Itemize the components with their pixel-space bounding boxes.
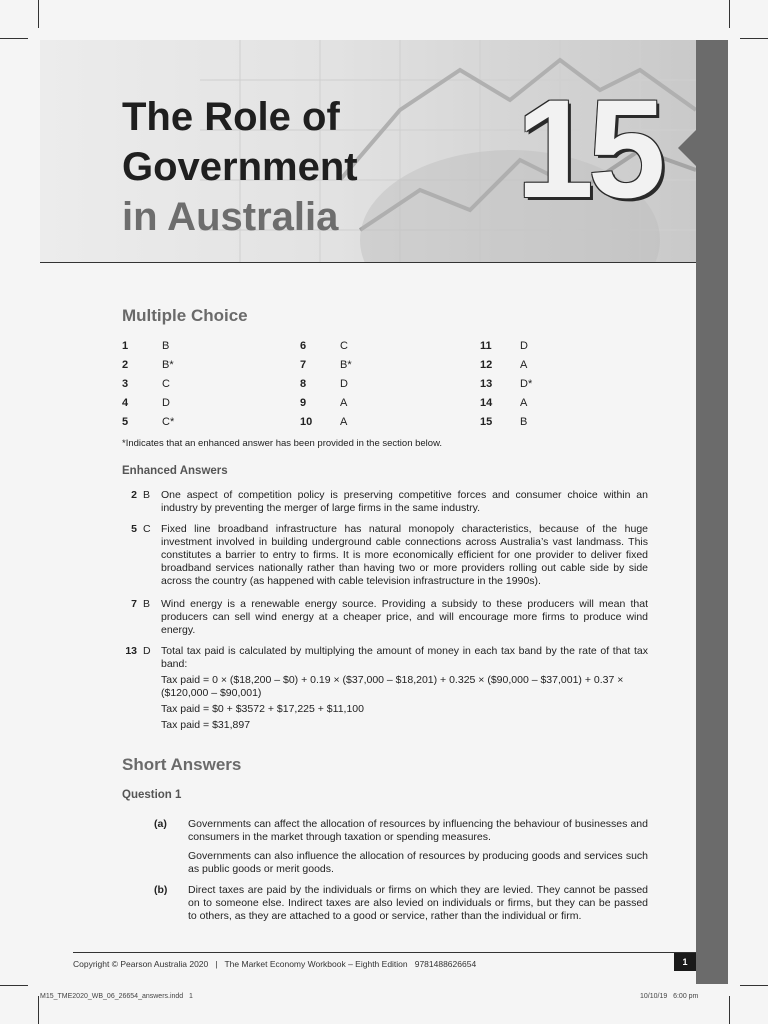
enhanced-answer-letter: B xyxy=(143,598,151,610)
short-answers-heading: Short Answers xyxy=(122,755,242,774)
mc-row xyxy=(122,378,662,397)
enhanced-answers-heading: Enhanced Answers xyxy=(122,465,228,477)
mc-answer: A xyxy=(340,397,348,409)
enhanced-answer-text: Total tax paid is calculated by multiplying the amount of money in each tax band by the rate of that tax band: xyxy=(161,645,648,670)
copyright-footer: Copyright © Pearson Australia 2020 | The Market Economy Workbook – Eighth Edition 9781488626654 xyxy=(73,959,477,969)
enhanced-answer-number: 13 xyxy=(125,645,137,657)
mc-question-number: 8 xyxy=(300,378,307,390)
mc-answer: A xyxy=(520,397,528,409)
footer-divider xyxy=(73,952,696,953)
title-line-3: in Australia xyxy=(122,195,339,239)
crop-mark xyxy=(0,38,28,39)
chapter-number: 15 xyxy=(516,70,660,227)
mc-answer: B* xyxy=(162,359,174,371)
mc-answer: A xyxy=(520,359,528,371)
short-answer-part xyxy=(122,818,648,882)
mc-row xyxy=(122,340,662,359)
mc-answer: C xyxy=(162,378,170,390)
tax-calculation-line: Tax paid = $0 + $3572 + $17,225 + $11,100 xyxy=(161,703,364,715)
mc-row xyxy=(122,359,662,378)
mc-row xyxy=(122,416,662,435)
crop-mark xyxy=(729,0,730,28)
mc-answer: B xyxy=(520,416,528,428)
mc-question-number: 5 xyxy=(122,416,129,428)
mc-answer: D xyxy=(162,397,170,409)
mc-question-number: 11 xyxy=(480,340,492,352)
crop-mark xyxy=(38,0,39,28)
mc-answer: B xyxy=(162,340,170,352)
answer-paragraph: Governments can also influence the allocation of resources by producing goods and services such as public goods or merit goods. xyxy=(188,850,648,875)
page-number: 1 xyxy=(674,953,696,971)
mc-row xyxy=(122,397,662,416)
answer-paragraph: Direct taxes are paid by the individuals or firms on which they are levied. They cannot be passed on to someone else. Indirect taxes are also levied on individuals or firms, but they can be passed to others, as they are attached to a good or service, rather than the individual or firm. xyxy=(188,884,648,922)
enhanced-answer xyxy=(122,523,648,588)
mc-answer: D xyxy=(520,340,528,352)
multiple-choice-table xyxy=(122,340,662,435)
mc-answer: C xyxy=(340,340,348,352)
header-divider xyxy=(40,262,696,263)
crop-mark xyxy=(740,38,768,39)
part-label: (b) xyxy=(154,884,168,896)
part-label: (a) xyxy=(154,818,167,830)
file-slug: M15_TME2020_WB_06_26654_answers.indd 1 xyxy=(40,993,193,1000)
chapter-side-bar xyxy=(696,40,728,984)
tax-calculation-line: Tax paid = 0 × ($18,200 – $0) + 0.19 × ($37,000 – $18,201) + 0.325 × ($90,000 – $37,001) + 0.37 × ($120,000 – $90,001) xyxy=(161,674,624,699)
mc-question-number: 14 xyxy=(480,397,493,409)
multiple-choice-heading: Multiple Choice xyxy=(122,306,248,325)
date-slug: 10/10/19 6:00 pm xyxy=(640,993,699,1000)
enhanced-answer-letter: B xyxy=(143,489,151,501)
crop-mark xyxy=(729,996,730,1024)
enhanced-answer xyxy=(122,645,648,732)
enhanced-answer xyxy=(122,489,648,515)
mc-answer: D* xyxy=(520,378,533,390)
crop-mark xyxy=(0,985,28,986)
enhanced-answer-number: 7 xyxy=(131,598,137,610)
enhanced-answer-number: 2 xyxy=(131,489,137,501)
mc-answer: A xyxy=(340,416,348,428)
mc-question-number: 15 xyxy=(480,416,493,428)
mc-question-number: 6 xyxy=(300,340,307,352)
mc-answer: C* xyxy=(162,416,175,428)
mc-question-number: 12 xyxy=(480,359,493,371)
mc-question-number: 3 xyxy=(122,378,129,390)
mc-answer: D xyxy=(340,378,348,390)
enhanced-answer-number: 5 xyxy=(131,523,137,535)
mc-question-number: 7 xyxy=(300,359,307,371)
mc-question-number: 2 xyxy=(122,359,129,371)
enhanced-answer-text: Wind energy is a renewable energy source. Providing a subsidy to these producers will mean that producers can sell wind energy at a cheaper price, and will encourage more firms to produce wind energy. xyxy=(161,598,648,636)
enhanced-answer-text: One aspect of competition policy is preserving competitive forces and consumer choice within an industry by preventing the merger of large firms in the same industry. xyxy=(161,489,648,514)
mc-question-number: 10 xyxy=(300,416,313,428)
enhanced-answer-text: Fixed line broadband infrastructure has natural monopoly characteristics, because of the huge investment involved in building underground cable connections across Australia’s vast landmass. This constitutes a barrier to entry to firms. It is more economically efficient for one provider to deliver fixed broadband services nationally rather than having two or more providers rolling out cable side by side across the country (as happened with cable television infrastructure in the 1990s). xyxy=(161,523,648,587)
crop-mark xyxy=(740,985,768,986)
enhanced-footnote: *Indicates that an enhanced answer has been provided in the section below. xyxy=(122,438,443,449)
chapter-tab-notch xyxy=(678,130,696,166)
mc-question-number: 4 xyxy=(122,397,129,409)
mc-question-number: 13 xyxy=(480,378,493,390)
tax-calculation-line: Tax paid = $31,897 xyxy=(161,719,251,731)
crop-mark xyxy=(38,996,39,1024)
mc-answer: B* xyxy=(340,359,352,371)
mc-question-number: 9 xyxy=(300,397,307,409)
answer-paragraph: Governments can affect the allocation of resources by influencing the behaviour of businesses and consumers in the market through taxation or spending measures. xyxy=(188,818,648,843)
enhanced-answer xyxy=(122,598,648,637)
enhanced-answer-letter: D xyxy=(143,645,151,657)
mc-question-number: 1 xyxy=(122,340,129,352)
title-line-1: The Role of xyxy=(122,95,340,139)
question-heading: Question 1 xyxy=(122,789,182,801)
enhanced-answer-letter: C xyxy=(143,523,151,535)
chapter-title xyxy=(122,92,358,242)
short-answer-part xyxy=(122,884,648,929)
title-line-2: Government xyxy=(122,145,358,189)
